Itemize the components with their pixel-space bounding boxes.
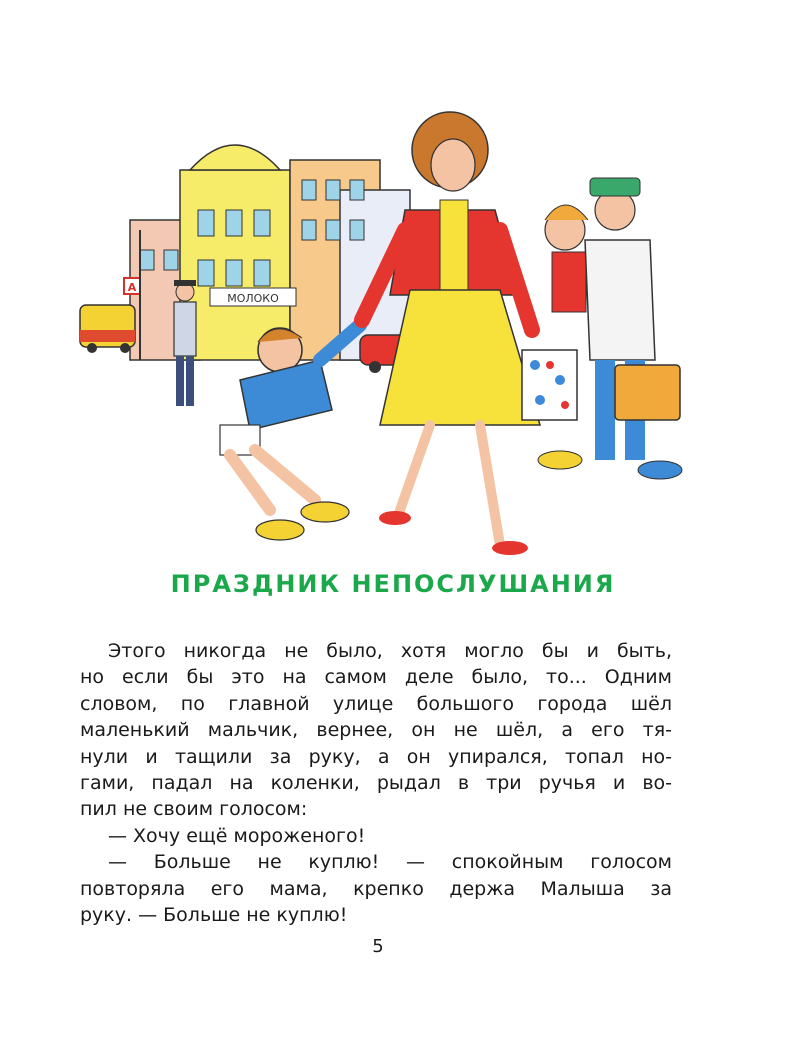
text-line: словом, по главной улице большого города шёл [80,692,672,715]
passers-by [538,178,682,479]
text-line: Этого никогда не было, хотя могло бы и быть, [108,640,672,662]
buildings [124,145,410,360]
text-line: — Хочу ещё мороженого! [108,824,366,847]
text-line: маленький мальчик, вернее, он не шёл, а его тя- [80,719,672,742]
story-text [80,638,672,928]
street-scene-illustration [70,80,710,560]
text-line: но если бы это на самом деле было, то... Одним [80,666,672,689]
page-number: 5 [372,936,384,957]
bus [80,305,135,353]
text-line: нули и тащили за руку, а он упирался, топал но- [80,745,672,768]
text-line: гами, падал на коленки, рыдал в три ручья и во- [80,772,672,795]
text-line: повторяла его мама, крепко держа Малыша за [80,877,672,900]
text-line: руку. — Больше не куплю! [80,904,348,927]
text-line: пил не своим голосом: [80,798,308,821]
shop-sign: МОЛОКО [227,292,279,305]
text-line: — Больше не куплю! — спокойным голосом [108,851,672,874]
street-sign-letter: А [127,281,137,294]
chapter-title: ПРАЗДНИК НЕПОСЛУШАНИЯ [170,570,616,598]
